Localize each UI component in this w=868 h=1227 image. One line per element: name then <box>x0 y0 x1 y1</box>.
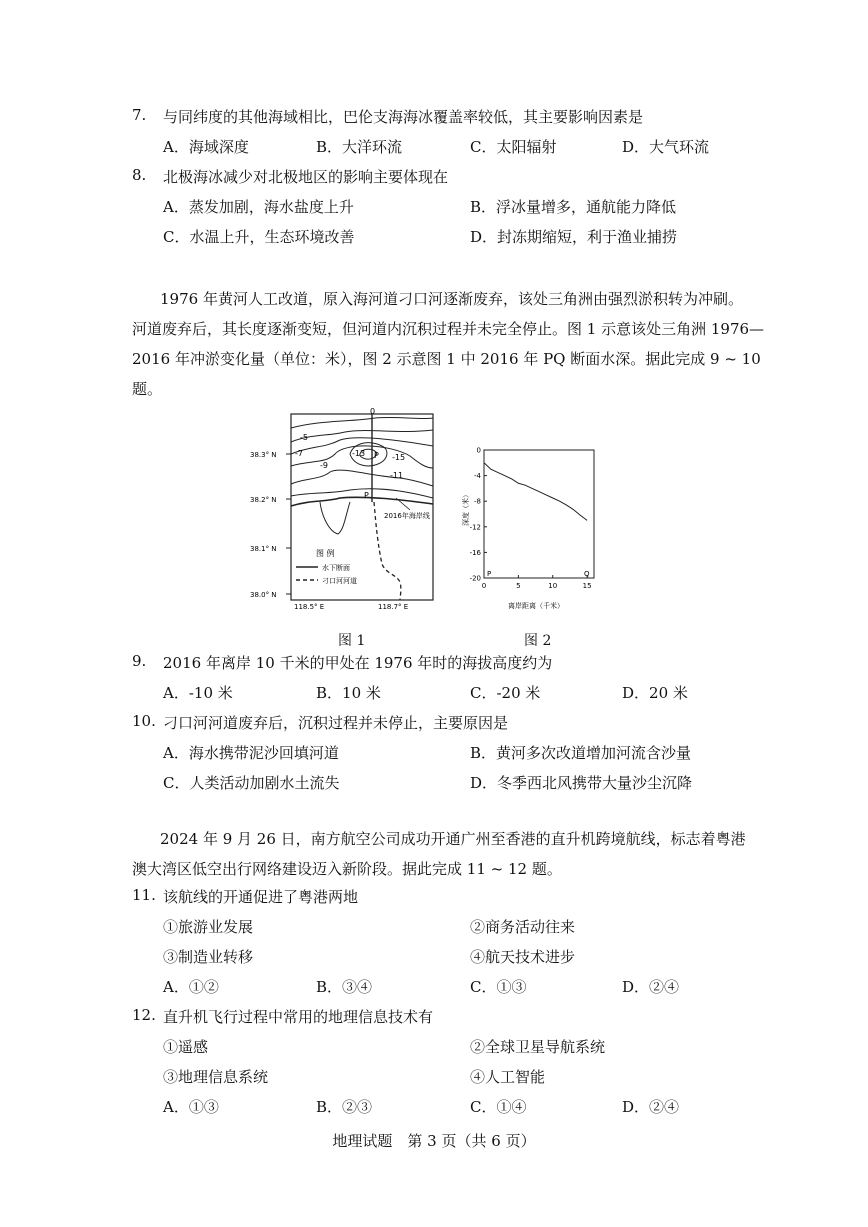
figure-2-caption: 图 2 <box>524 633 552 649</box>
page-footer: 地理试题 第 3 页（共 6 页） <box>332 1132 536 1150</box>
q-label: Q <box>584 570 590 578</box>
q9-option-b: B．10 米 <box>316 684 381 702</box>
q10-option-b: B．黄河多次改道增加河流含沙量 <box>470 744 692 762</box>
q9-option-d: D．20 米 <box>622 684 688 702</box>
p-label: P <box>487 570 492 578</box>
contour-line <box>291 430 433 442</box>
legend-item-channel: 刁口河河道 <box>322 577 357 585</box>
question-7-number: 7. <box>132 106 147 124</box>
coast-lobe <box>320 502 350 534</box>
q12-item-4: ④人工智能 <box>470 1068 546 1086</box>
passage-2-line-1: 2024 年 9 月 26 日，南方航空公司成功开通广州至香港的直升机跨境航线，标志着粤港 <box>160 830 746 848</box>
lat-label-38-3: 38.3° N <box>250 451 277 459</box>
q8-option-b: B．浮冰量增多，通航能力降低 <box>470 198 677 216</box>
passage-2-line-2: 澳大湾区低空出行网络建设迈入新阶段。据此完成 11 ~ 12 题。 <box>132 860 562 878</box>
q9-option-a: A．-10 米 <box>163 684 233 702</box>
y-tick-label: 0 <box>476 446 481 455</box>
passage-1-line-3: 2016 年冲淤变化量（单位：米），图 2 示意图 1 中 2016 年 PQ 断面水深。据此完成 9 ~ 10 <box>132 350 761 368</box>
y-axis-label: 深度（米） <box>462 491 470 526</box>
question-8-stem: 北极海冰减少对北极地区的影响主要体现在 <box>163 168 449 186</box>
q12-item-3: ③地理信息系统 <box>163 1068 269 1086</box>
question-9-stem: 2016 年离岸 10 千米的甲处在 1976 年时的海拔高度约为 <box>163 654 553 672</box>
x-axis-label: 离岸距离（千米） <box>508 602 564 610</box>
q11-option-c: C．①③ <box>470 978 527 996</box>
q12-option-a: A．①③ <box>163 1098 219 1116</box>
question-8-number: 8. <box>132 166 147 184</box>
q8-option-c: C．水温上升，生态环境改善 <box>163 228 355 246</box>
x-tick-label: 0 <box>481 582 487 590</box>
contour-label: -13 <box>352 449 366 458</box>
y-tick-label: -20 <box>469 574 481 583</box>
contour-label: -5 <box>300 433 308 442</box>
legend-title: 图 例 <box>316 549 335 558</box>
contour-label: -7 <box>295 449 303 458</box>
q7-option-a: A．海域深度 <box>163 138 249 156</box>
passage-1-line-1: 1976 年黄河人工改道，原入海河道刁口河逐渐废弃，该处三角洲由强烈淤积转为冲刷。 <box>160 290 743 308</box>
lat-label-38-0: 38.0° N <box>250 591 277 599</box>
q11-option-b: B．③④ <box>316 978 373 996</box>
contour-line <box>291 417 433 428</box>
q12-option-d: D．②④ <box>622 1098 680 1116</box>
point-label-p-bottom: P <box>364 491 369 500</box>
legend-item-transect: 水下断面 <box>322 564 350 572</box>
q9-option-c: C．-20 米 <box>470 684 541 702</box>
depth-profile-line <box>484 463 587 521</box>
lon-label-118-7: 118.7° E <box>378 603 409 611</box>
contour-line <box>291 470 433 486</box>
question-10-stem: 刁口河河道废弃后，沉积过程并未停止，主要原因是 <box>163 714 509 732</box>
question-7-stem: 与同纬度的其他海域相比，巴伦支海海冰覆盖率较低，其主要影响因素是 <box>163 108 644 126</box>
question-11-stem: 该航线的开通促进了粤港两地 <box>163 888 359 906</box>
q8-option-d: D．封冻期缩短，利于渔业捕捞 <box>470 228 678 246</box>
contour-label: -11 <box>390 471 404 480</box>
q8-option-a: A．蒸发加剧，海水盐度上升 <box>163 198 354 216</box>
passage-1-line-2: 河道废弃后，其长度逐渐变短，但河道内沉积过程并未完全停止。图 1 示意该处三角洲 1976— <box>132 320 765 338</box>
point-label-p-top: P <box>374 451 379 460</box>
q11-item-1: ①旅游业发展 <box>163 918 254 936</box>
q7-option-c: C．太阳辐射 <box>470 138 557 156</box>
figure-2-chart <box>462 440 602 612</box>
y-tick-label: -8 <box>474 497 481 506</box>
figure-1-caption: 图 1 <box>338 633 366 649</box>
lat-label-38-1: 38.1° N <box>250 545 277 553</box>
contour-label: -15 <box>392 453 406 462</box>
x-tick-label: 10 <box>548 582 558 590</box>
x-tick-label: 5 <box>516 582 521 590</box>
figure-1-map <box>250 406 450 611</box>
lon-label-118-5: 118.5° E <box>294 603 325 611</box>
q10-option-a: A．海水携带泥沙回填河道 <box>163 744 339 762</box>
passage-1-line-4: 题。 <box>132 380 163 398</box>
question-9-number: 9. <box>132 652 147 670</box>
q7-option-d: D．大气环流 <box>622 138 710 156</box>
plot-frame <box>484 450 594 578</box>
q10-option-c: C．人类活动加剧水土流失 <box>163 774 340 792</box>
q7-option-b: B．大洋环流 <box>316 138 403 156</box>
y-tick-label: -12 <box>469 523 481 532</box>
question-11-number: 11. <box>132 886 156 904</box>
x-tick-label: 15 <box>582 582 592 590</box>
q11-item-2: ②商务活动往来 <box>470 918 576 936</box>
q11-option-a: A．①② <box>163 978 219 996</box>
q11-option-d: D．②④ <box>622 978 680 996</box>
y-tick-label: -16 <box>469 548 481 557</box>
contour-label: -9 <box>320 461 328 470</box>
q11-item-4: ④航天技术进步 <box>470 948 576 966</box>
q11-item-3: ③制造业转移 <box>163 948 254 966</box>
shoreline-label: 2016年海岸线 <box>384 512 430 520</box>
q12-option-b: B．②③ <box>316 1098 373 1116</box>
shoreline-2016 <box>291 497 433 506</box>
question-10-number: 10. <box>132 712 156 730</box>
q12-item-1: ①遥感 <box>163 1038 209 1056</box>
q12-item-2: ②全球卫星导航系统 <box>470 1038 606 1056</box>
question-12-stem: 直升机飞行过程中常用的地理信息技术有 <box>163 1008 434 1026</box>
question-12-number: 12. <box>132 1006 156 1024</box>
y-tick-label: -4 <box>474 472 481 481</box>
q10-option-d: D．冬季西北风携带大量沙尘沉降 <box>470 774 693 792</box>
q12-option-c: C．①④ <box>470 1098 527 1116</box>
lat-label-38-2: 38.2° N <box>250 496 277 504</box>
map-top-label: 0 <box>370 407 376 416</box>
